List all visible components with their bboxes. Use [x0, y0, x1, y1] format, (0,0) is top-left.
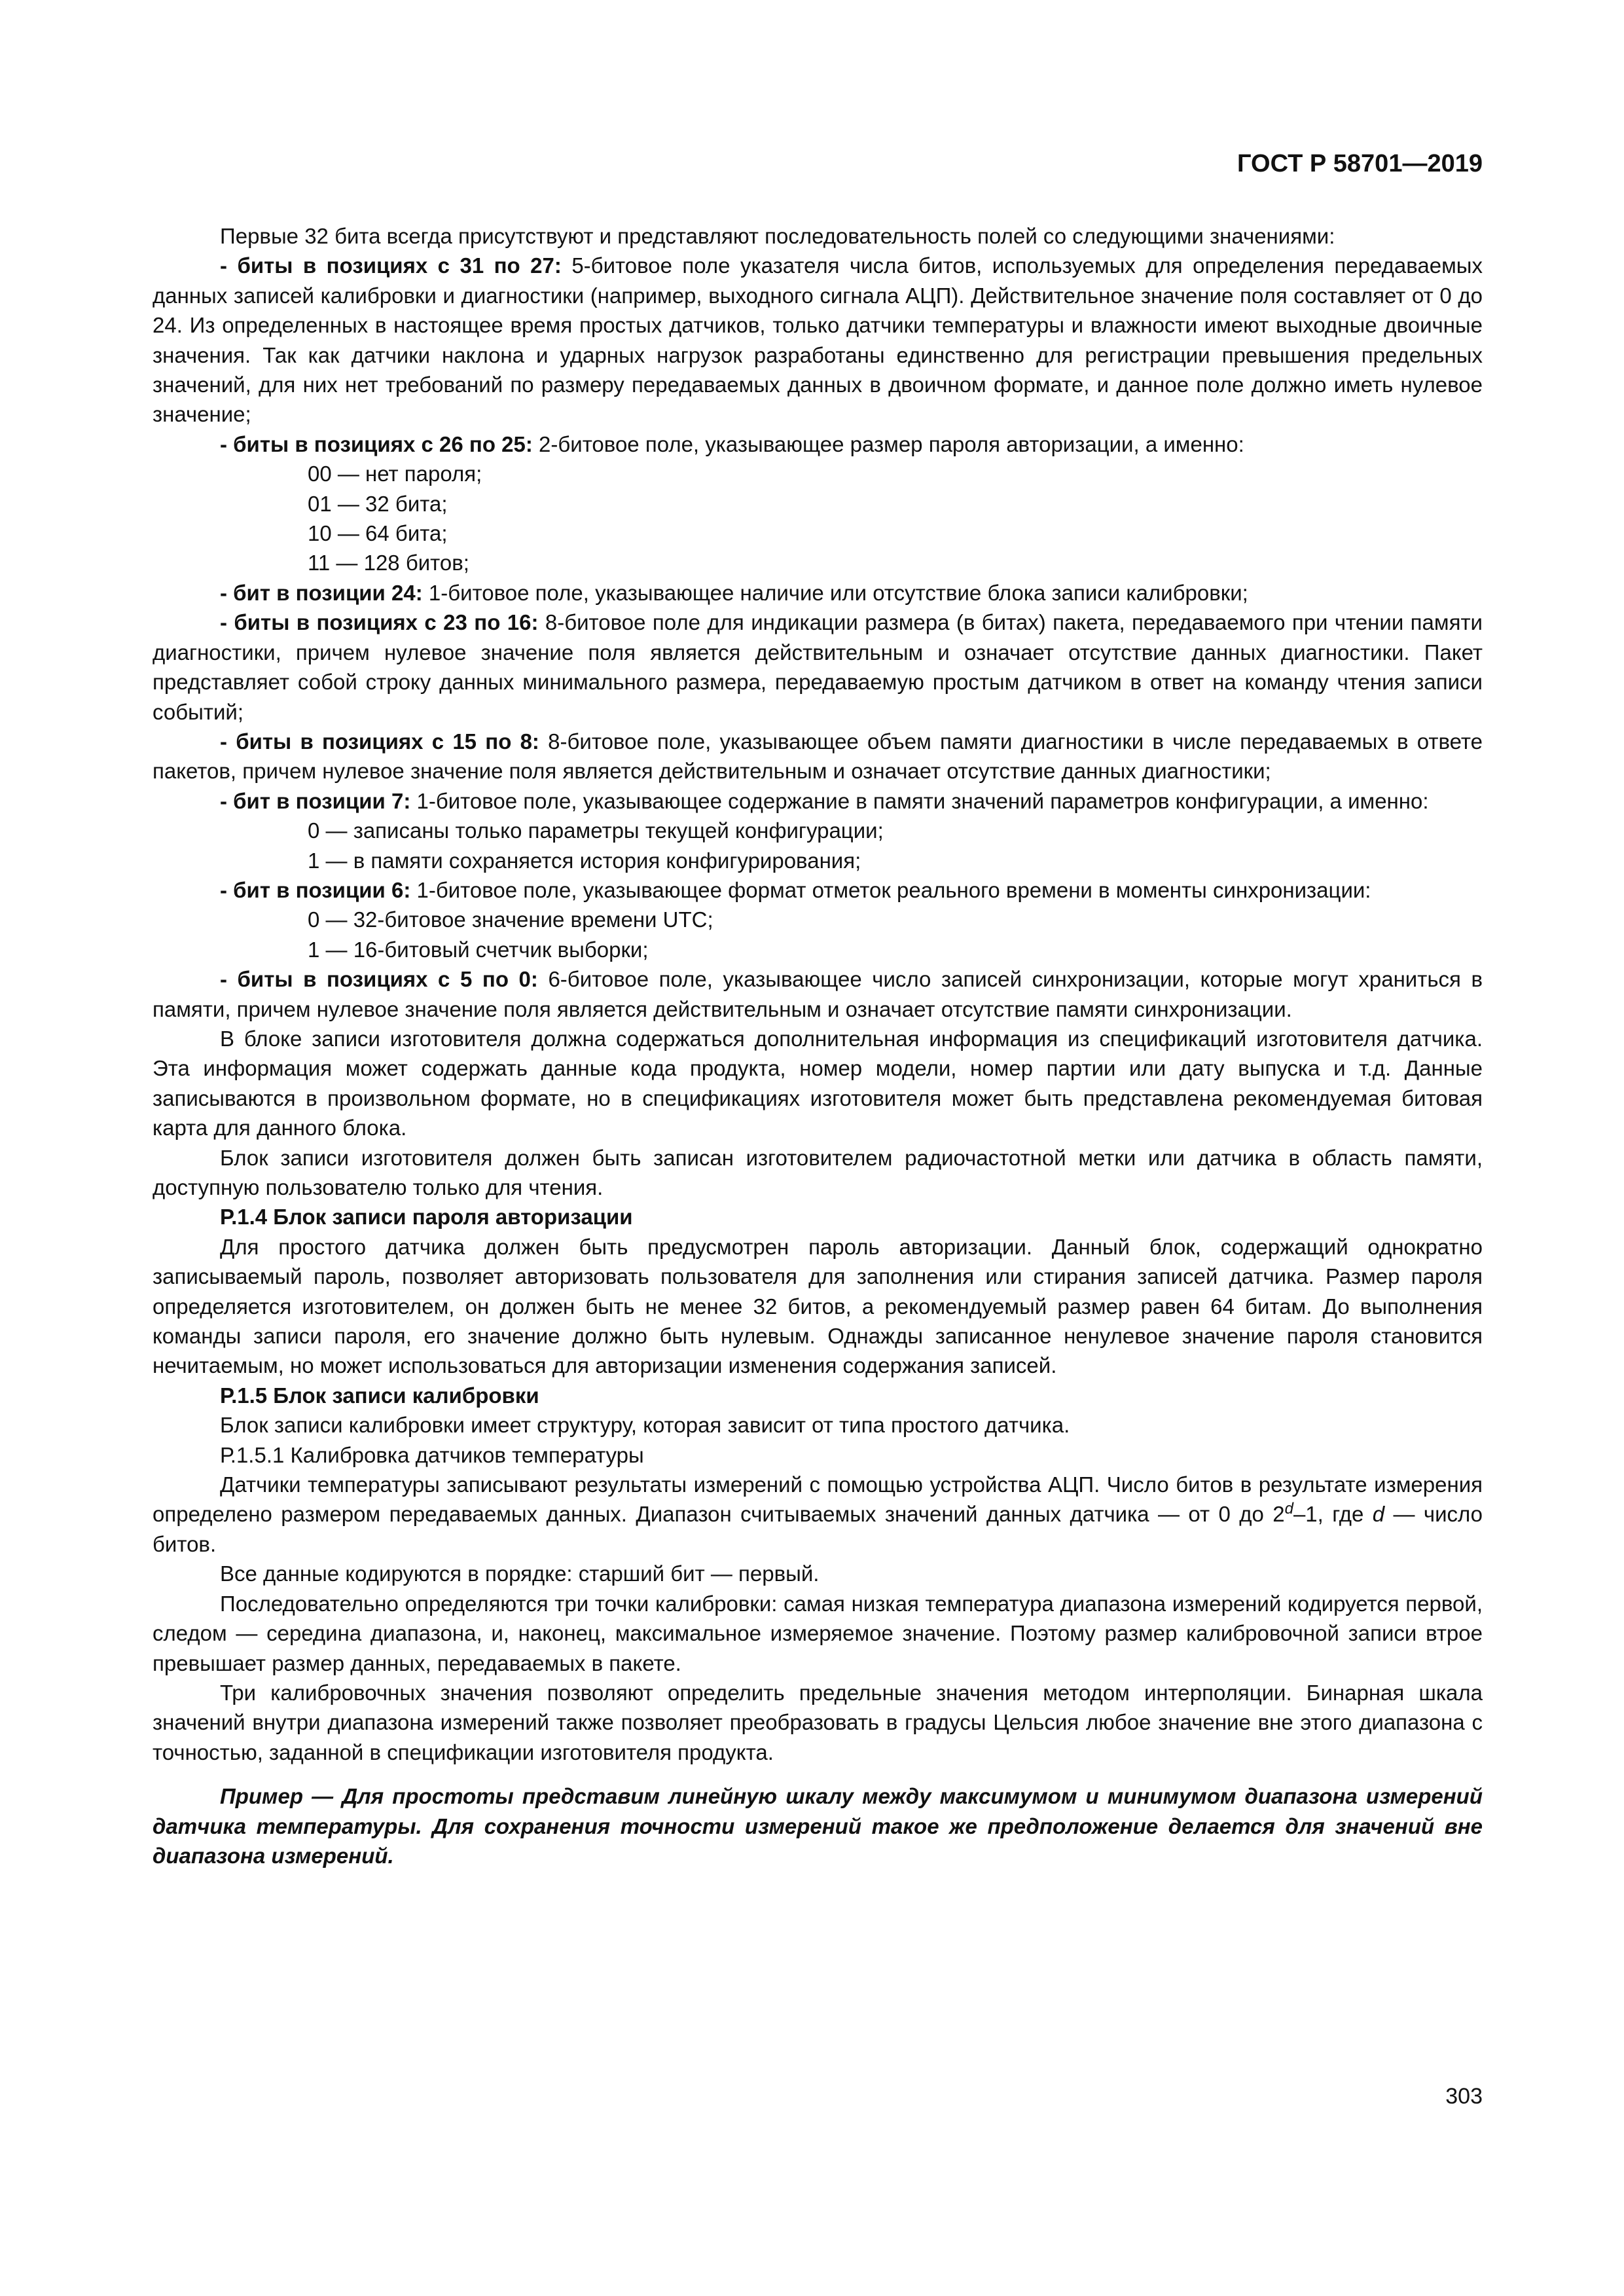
- interpolation-paragraph: Три калибровочных значения позволяют определить предельные значения методом интерполяции. Бинарная шкала значений внутри диапазона измерений также позволяет преобразовать в градусы Цельсия любое значение вне этого диапазона с точностью, заданной в спецификации изготовителя продукта.: [153, 1680, 1483, 1764]
- document-header: [1178, 147, 1483, 180]
- range-text-start: Датчики температуры записывают результаты измерений с помощью устройства АЦП. Число битов в результате измерения определено размером передаваемых данных. Диапазон считываемых значений данных датчика — от 0 до 2: [153, 1472, 1483, 1527]
- msb-first-paragraph: Все данные кодируются в порядке: старший бит — первый.: [220, 1561, 820, 1586]
- time-code-1: 1 — 16-битовый счетчик выборки;: [308, 937, 649, 962]
- page-number: 303: [1445, 2084, 1483, 2109]
- bits-15-8-label: - биты в позициях с 15 по 8:: [220, 729, 539, 754]
- manufacturer-paragraph-2: Блок записи изготовителя должен быть записан изготовителем радиочастотной метки или датчика в область памяти, доступную пользователю только для чтения.: [153, 1145, 1483, 1199]
- bit-24-label: - бит в позиции 24:: [220, 580, 423, 605]
- password-code-00: 00 — нет пароля;: [308, 462, 482, 486]
- bit-6-text: 1-битовое поле, указывающее формат отметок реального времени в моменты синхронизации:: [410, 877, 1371, 902]
- bits-5-0-item: [153, 964, 1483, 1024]
- bits-5-0-label: - биты в позициях с 5 по 0:: [220, 967, 538, 992]
- calibration-points-paragraph: Последовательно определяются три точки калибровки: самая низкая температура диапазона измерений кодируется первой, следом — середина диапазона, и, наконец, максимальное измеряемое значение. Поэтому размер калибровочной записи втрое превышает размер данных, передаваемых в пакете.: [153, 1591, 1483, 1675]
- intro-paragraph: Первые 32 бита всегда присутствуют и представляют последовательность полей со следующими значениями:: [220, 224, 1335, 248]
- section-p15-text: Блок записи калибровки имеет структуру, которая зависит от типа простого датчика.: [220, 1413, 1070, 1438]
- bit-6-label: - бит в позиции 6:: [220, 877, 411, 902]
- section-p15-heading: Р.1.5 Блок записи калибровки: [220, 1383, 539, 1408]
- bits-15-8-item: [153, 727, 1483, 786]
- variable-d: d: [1372, 1502, 1385, 1527]
- bits-26-25-text: 2-битовое поле, указывающее размер пароля авторизации, а именно:: [532, 431, 1244, 456]
- bit-6-item: [153, 875, 1483, 905]
- password-code-11: 11 — 128 битов;: [308, 551, 469, 575]
- bit-24-item: [153, 578, 1483, 608]
- standard-number: ГОСТ Р 58701—2019: [1237, 150, 1483, 177]
- time-code-0: 0 — 32-битовое значение времени UTC;: [308, 907, 713, 932]
- manufacturer-paragraph-1: В блоке записи изготовителя должна содержаться дополнительная информация из спецификаций изготовителя датчика. Эта информация может содержать данные кода продукта, номер модели, номер партии или дату выпуска и т.д. Данные записываются в произвольном формате, но в спецификациях изготовителя может быть представлена рекомендуемая битовая карта для данного блока.: [153, 1026, 1483, 1140]
- config-code-1: 1 — в памяти сохраняется история конфигурирования;: [308, 848, 861, 873]
- section-p14-heading: Р.1.4 Блок записи пароля авторизации: [220, 1205, 633, 1230]
- bits-5-0-text: 6-битовое поле, указывающее число записей синхронизации, которые могут храниться в памяти, причем нулевое значение поля является действительным и означает отсутствие памяти синхронизации.: [153, 967, 1483, 1021]
- bits-15-8-text: 8-битовое поле, указывающее объем памяти диагностики в числе передаваемых в ответе пакетов, причем нулевое значение поля является действительным и означает отсутствие данных диагностики;: [153, 729, 1483, 784]
- bits-31-27-label: - биты в позициях с 31 по 27:: [220, 253, 562, 278]
- example-note: Пример — Для простоты представим линейную шкалу между максимумом и минимумом диапазона измерений датчика температуры. Для сохранения точности измерений такое же предположение делается для значений вне диапазона измерений.: [153, 1784, 1483, 1868]
- bit-7-label: - бит в позиции 7:: [220, 788, 411, 813]
- password-code-01: 01 — 32 бита;: [308, 491, 448, 516]
- bits-26-25-label: - биты в позициях с 26 по 25:: [220, 431, 533, 456]
- bit-7-item: [153, 786, 1483, 816]
- section-p151-text: [153, 1470, 1483, 1559]
- page-footer: [1375, 2082, 1483, 2111]
- range-text-end: — число битов.: [153, 1502, 1483, 1556]
- password-code-10: 10 — 64 бита;: [308, 521, 448, 546]
- range-text-mid: –1, где: [1293, 1502, 1373, 1527]
- bits-26-25-item: [153, 429, 1483, 459]
- bits-23-16-text: 8-битовое поле для индикации размера (в битах) пакета, передаваемого при чтении памяти диагностики, причем нулевое значение поля является действительным и означает отсутствие данных диагностики. Пакет представляет собой строку данных минимального размера, передаваемую простым датчиком в ответ на команду чтения записи событий;: [153, 610, 1483, 724]
- bits-23-16-item: [153, 608, 1483, 727]
- bit-7-text: 1-битовое поле, указывающее содержание в памяти значений параметров конфигурации, а именно:: [410, 788, 1429, 813]
- section-p14-text: Для простого датчика должен быть предусмотрен пароль авторизации. Данный блок, содержащий однократно записываемый пароль, позволяет авторизовать пользователя для заполнения или стирания записей датчика. Размер пароля определяется изготовителем, он должен быть не менее 32 битов, а рекомендуемый размер равен 64 битам. До выполнения команды записи пароля, его значение должно быть нулевым. Однажды записанное ненулевое значение пароля становится нечитаемым, но может использоваться для авторизации изменения содержания записей.: [153, 1234, 1483, 1378]
- bit-24-text: 1-битовое поле, указывающее наличие или отсутствие блока записи калибровки;: [422, 580, 1248, 605]
- document-body: [153, 221, 1483, 1870]
- bits-31-27-text: 5-битовое поле указателя числа битов, используемых для определения передаваемых данных записей калибровки и диагностики (например, выходного сигнала АЦП). Действительное значение поля составляет от 0 до 24. Из определенных в настоящее время простых датчиков, только датчики температуры и влажности имеют выходные двоичные значения. Так как датчики наклона и ударных нагрузок разработаны единственно для регистрации превышения предельных значений, для них нет требований по размеру передаваемых данных в двоичном формате, и данное поле должно иметь нулевое значение;: [153, 253, 1483, 427]
- exponent-d: d: [1284, 1500, 1293, 1518]
- bits-23-16-label: - биты в позициях с 23 по 16:: [220, 610, 539, 635]
- section-p151-heading: Р.1.5.1 Калибровка датчиков температуры: [220, 1442, 644, 1467]
- bits-31-27-item: [153, 251, 1483, 429]
- config-code-0: 0 — записаны только параметры текущей конфигурации;: [308, 818, 884, 843]
